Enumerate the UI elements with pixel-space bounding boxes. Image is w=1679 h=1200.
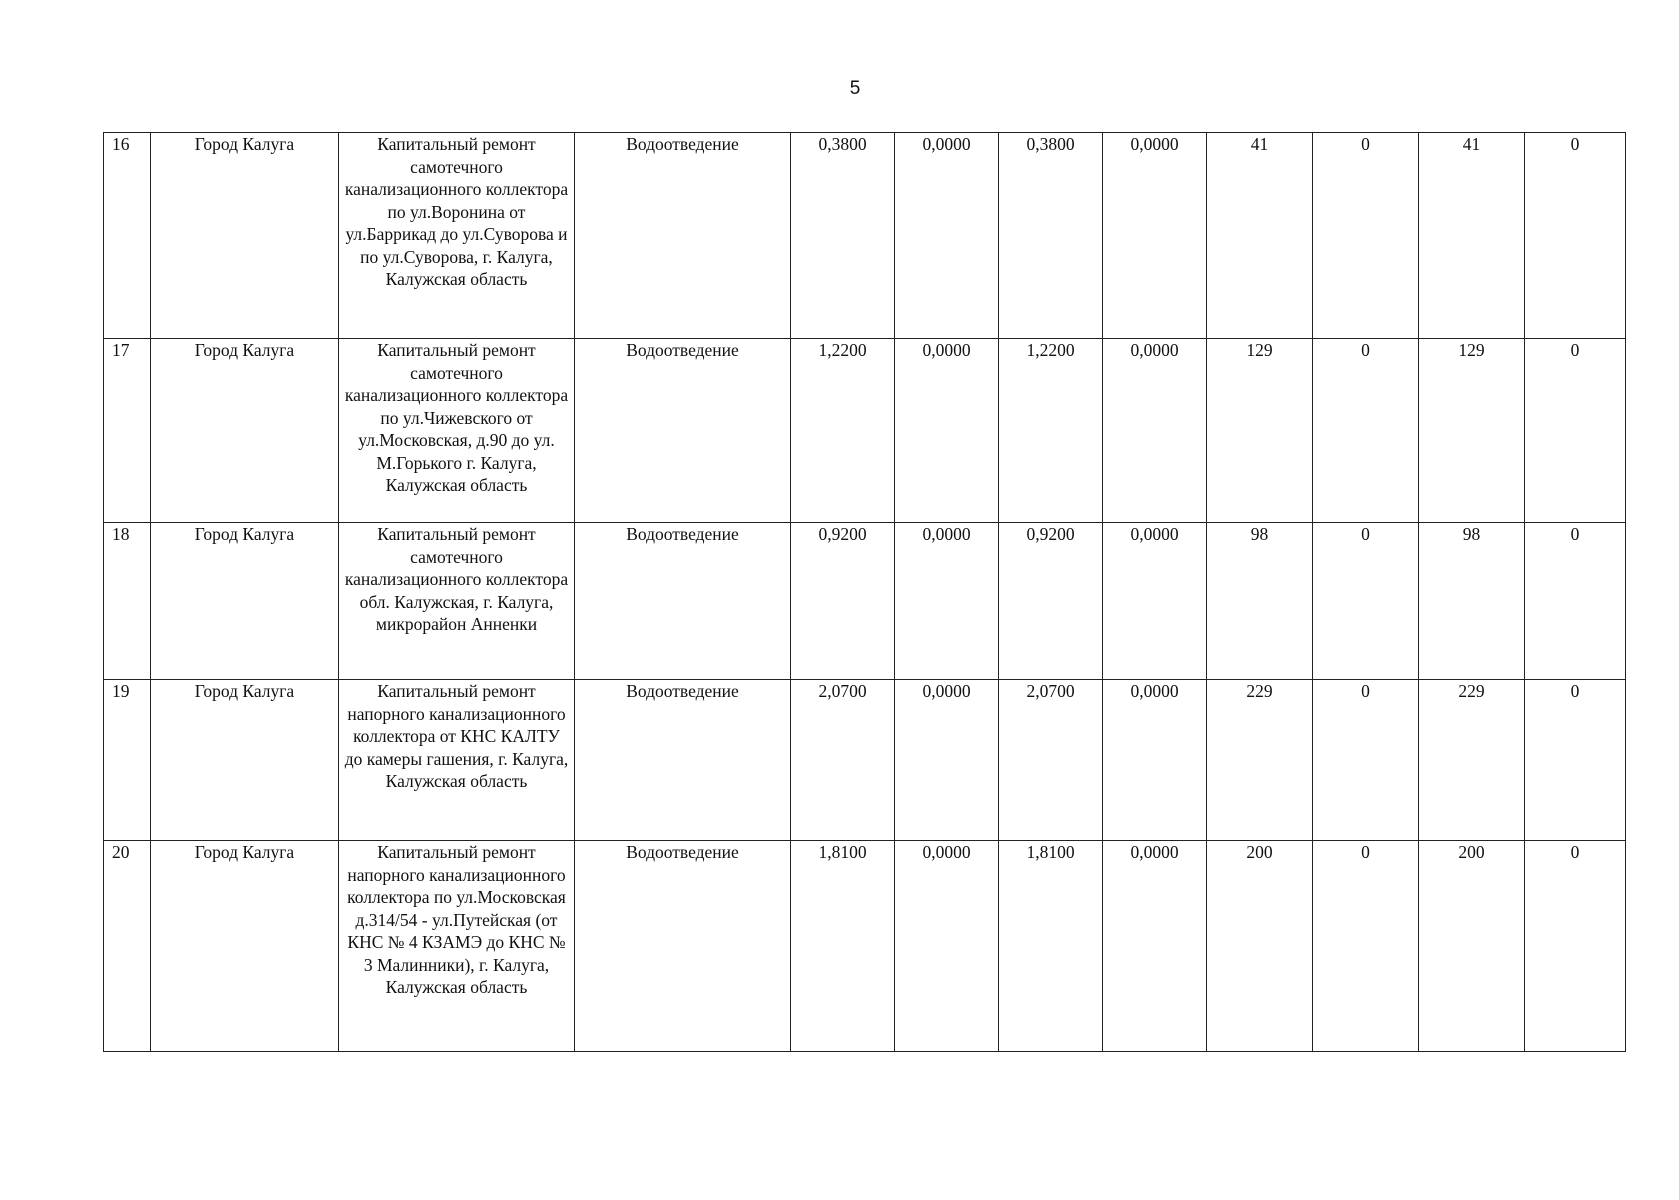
value-cell-1: 1,8100	[791, 841, 895, 1052]
value-cell-4: 0,0000	[1103, 339, 1207, 523]
description-cell: Капитальный ремонт напорного канализационного коллектора от КНС КАЛТУ до камеры гашения, г. Калуга, Калужская область	[339, 680, 575, 841]
table-row	[104, 133, 1626, 339]
value-cell-3: 0,3800	[999, 133, 1103, 339]
count-cell-1: 229	[1207, 680, 1313, 841]
category-cell: Водоотведение	[575, 841, 791, 1052]
count-cell-3: 129	[1419, 339, 1525, 523]
count-cell-1: 129	[1207, 339, 1313, 523]
category-cell: Водоотведение	[575, 523, 791, 680]
count-cell-3: 98	[1419, 523, 1525, 680]
count-cell-3: 200	[1419, 841, 1525, 1052]
value-cell-2: 0,0000	[895, 523, 999, 680]
value-cell-2: 0,0000	[895, 339, 999, 523]
count-cell-4: 0	[1525, 133, 1626, 339]
count-cell-4: 0	[1525, 339, 1626, 523]
table-row	[104, 841, 1626, 1052]
projects-table	[103, 132, 1626, 1052]
value-cell-2: 0,0000	[895, 133, 999, 339]
value-cell-2: 0,0000	[895, 841, 999, 1052]
municipality-cell: Город Калуга	[151, 841, 339, 1052]
table-row	[104, 680, 1626, 841]
value-cell-1: 0,9200	[791, 523, 895, 680]
count-cell-4: 0	[1525, 680, 1626, 841]
value-cell-4: 0,0000	[1103, 133, 1207, 339]
row-number: 16	[104, 133, 151, 339]
value-cell-2: 0,0000	[895, 680, 999, 841]
value-cell-3: 0,9200	[999, 523, 1103, 680]
municipality-cell: Город Калуга	[151, 523, 339, 680]
value-cell-3: 1,2200	[999, 339, 1103, 523]
description-cell: Капитальный ремонт самотечного канализационного коллектора обл. Калужская, г. Калуга, микрорайон Анненки	[339, 523, 575, 680]
municipality-cell: Город Калуга	[151, 680, 339, 841]
value-cell-3: 2,0700	[999, 680, 1103, 841]
value-cell-1: 2,0700	[791, 680, 895, 841]
value-cell-4: 0,0000	[1103, 841, 1207, 1052]
count-cell-3: 229	[1419, 680, 1525, 841]
municipality-cell: Город Калуга	[151, 339, 339, 523]
row-number: 18	[104, 523, 151, 680]
count-cell-4: 0	[1525, 841, 1626, 1052]
count-cell-1: 41	[1207, 133, 1313, 339]
count-cell-2: 0	[1313, 339, 1419, 523]
row-number: 20	[104, 841, 151, 1052]
count-cell-4: 0	[1525, 523, 1626, 680]
row-number: 17	[104, 339, 151, 523]
count-cell-2: 0	[1313, 841, 1419, 1052]
municipality-cell: Город Калуга	[151, 133, 339, 339]
count-cell-1: 98	[1207, 523, 1313, 680]
category-cell: Водоотведение	[575, 680, 791, 841]
count-cell-2: 0	[1313, 133, 1419, 339]
value-cell-4: 0,0000	[1103, 523, 1207, 680]
page-number: 5	[849, 78, 861, 99]
value-cell-1: 1,2200	[791, 339, 895, 523]
count-cell-2: 0	[1313, 523, 1419, 680]
description-cell: Капитальный ремонт самотечного канализационного коллектора по ул.Воронина от ул.Баррикад до ул.Суворова и по ул.Суворова, г. Калуга, Калужская область	[339, 133, 575, 339]
count-cell-2: 0	[1313, 680, 1419, 841]
category-cell: Водоотведение	[575, 133, 791, 339]
value-cell-1: 0,3800	[791, 133, 895, 339]
count-cell-3: 41	[1419, 133, 1525, 339]
table-row	[104, 523, 1626, 680]
description-cell: Капитальный ремонт самотечного канализационного коллектора по ул.Чижевского от ул.Московская, д.90 до ул. М.Горького г. Калуга, Калужская область	[339, 339, 575, 523]
value-cell-4: 0,0000	[1103, 680, 1207, 841]
value-cell-3: 1,8100	[999, 841, 1103, 1052]
table-row	[104, 339, 1626, 523]
count-cell-1: 200	[1207, 841, 1313, 1052]
row-number: 19	[104, 680, 151, 841]
description-cell: Капитальный ремонт напорного канализационного коллектора по ул.Московская д.314/54 - ул.Путейская (от КНС № 4 КЗАМЭ до КНС № 3 Малинники), г. Калуга, Калужская область	[339, 841, 575, 1052]
category-cell: Водоотведение	[575, 339, 791, 523]
